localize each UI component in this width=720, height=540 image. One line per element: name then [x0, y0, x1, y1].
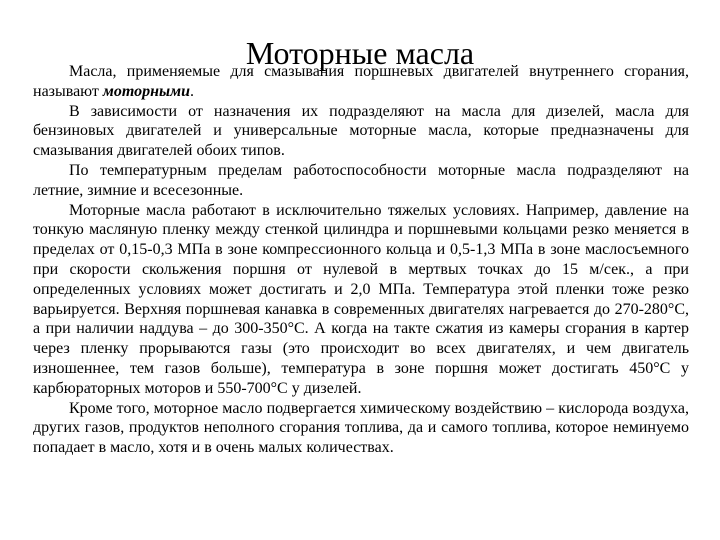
page-title: Моторные масла [245, 35, 475, 72]
body-text [33, 62, 689, 458]
paragraph-definition [33, 62, 689, 102]
paragraph-definition-end: . [189, 82, 194, 100]
paragraph-operating-conditions: Моторные масла работают в исключительно тяжелых условиях. Например, давление на тонкую масляную пленку между стенкой цилиндра и поршневыми кольцами резко меняется в пределах от 0,15-0,3 МПа в зоне компрессионного кольца и 0,5-1,3 МПа в зоне маслосъемного при скорости скольжения поршня от нулевой в мертвых точках до 15 м/сек., а при определенных условиях может достигать и 2,0 МПа. Температура этой пленки тоже резко варьируется. Верхняя поршневая канавка в современных двигателях нагревается до 270-280°С, а при наличии наддува – до 300-350°С. А когда на такте сжатия из камеры сгорания в картер через пленку прорываются газы (это происходит во всех двигателях, и чем двигатель изношеннее, тем газов больше), температура в зоне поршня может достигать 450°С у карбюраторных моторов и 550-700°С у дизелей. [33, 201, 689, 397]
paragraph-chemical-exposure: Кроме того, моторное масло подвергается химическому воздействию – кислорода воздуха, других газов, продуктов неполного сгорания топлива, да и самого топлива, которое неминуемо попадает в масло, хотя и в очень малых количествах. [33, 399, 689, 457]
paragraph-definition-text: Масла, применяемые для смазывания поршневых двигателей внутреннего сгорания, называют [33, 63, 689, 100]
paragraph-temperature-limits: По температурным пределам работоспособности моторные масла подразделяют на летние, зимние и всесезонные. [33, 161, 689, 199]
emphasized-term: моторными [102, 82, 190, 100]
paragraph-purpose: В зависимости от назначения их подразделяют на масла для дизелей, масла для бензиновых двигателей и универсальные моторные масла, которые предназначены для смазывания двигателей обоих типов. [33, 102, 689, 160]
